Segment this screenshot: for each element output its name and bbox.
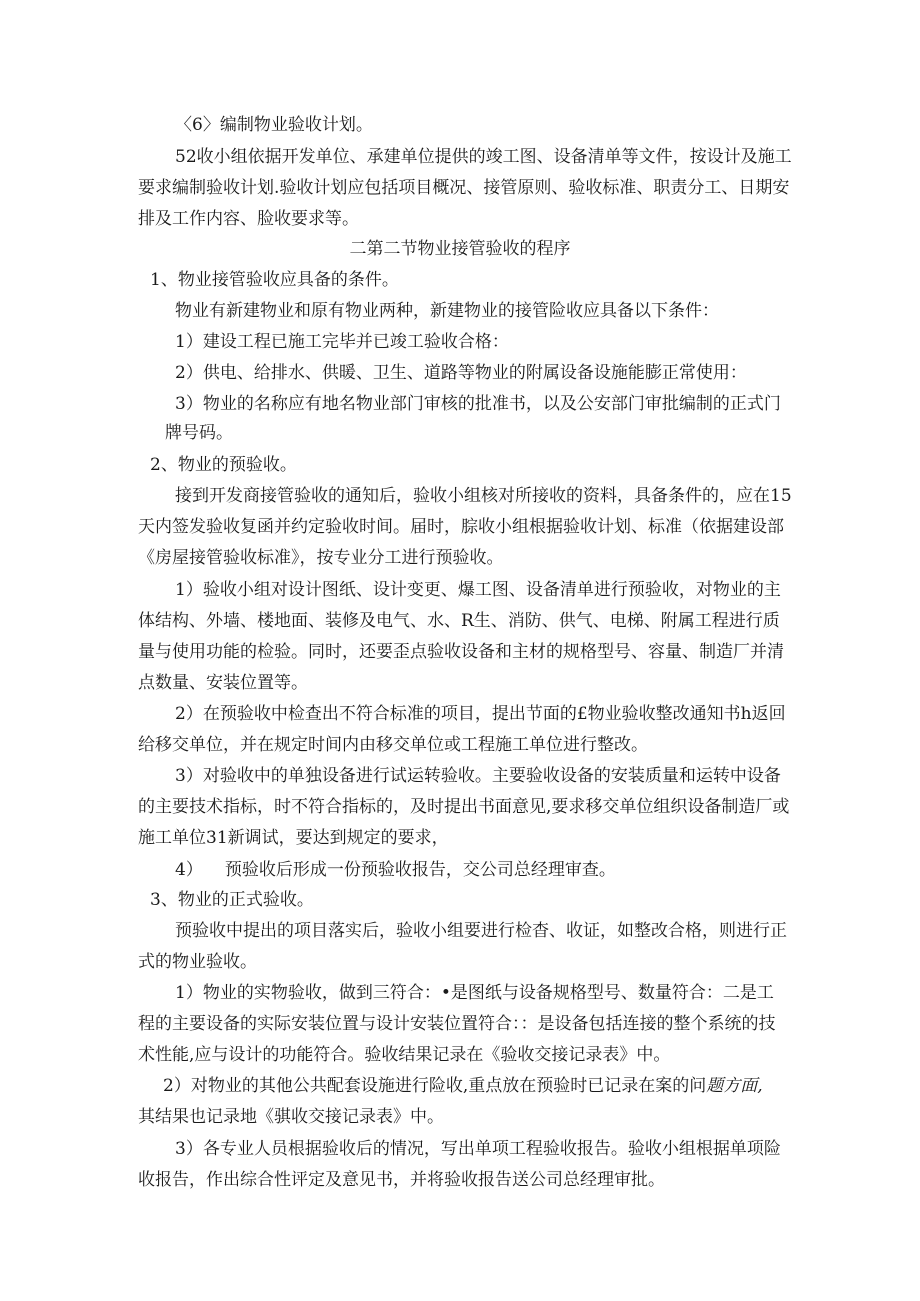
paragraph-line: 52收小组依据开发单位、承建单位提供的竣工图、设备清单等文件，按设计及施工 — [175, 147, 792, 167]
list-text-italic: 题方面, — [706, 1076, 763, 1096]
list-item: 2）供电、给排水、供暖、卫生、道路等物业的附属设备设施能膨正常使用： — [175, 363, 747, 383]
paragraph-line: 排及工作内容、脸收要求等。 — [138, 209, 359, 229]
list-item: 3）对验收中的单独设备进行试运转验收。主要验收设备的安装质量和运转中设备 — [175, 766, 781, 786]
subheading-3: 3、物业的正式验收。 — [150, 890, 314, 910]
paragraph-line: 式的物业验收。 — [138, 952, 257, 972]
paragraph-line: 《房屋接管验收标准》，按专业分工进行预验收。 — [138, 548, 504, 568]
list-item: 1）验收小组对设计图纸、设计变更、爆工图、设备清单进行预验收，对物业的主 — [175, 580, 781, 600]
list-text: 2）对物业的其他公共配套设施进行险收,重点放在预验时已记录在案的问 — [163, 1076, 707, 1096]
paragraph-line: 收报告，作出综合性评定及意见书，并将验收报告送公司总经理审批。 — [138, 1170, 665, 1190]
paragraph-line: 接到开发商接管验收的通知后，验收小组核对所接收的资料，具备条件的，应在15 — [175, 486, 792, 506]
paragraph-line: 的主要技术指标，时不符合指标的，及时提出书面意见,要求移交单位组织设备制造厂或 — [138, 797, 790, 817]
paragraph-line: 要求编制验收计划.验收计划应包括项目概况、接管原则、验收标准、职责分工、日期安 — [138, 178, 790, 198]
paragraph-line: 物业有新建物业和原有物业两种，新建物业的接管险收应具备以下条件： — [175, 301, 719, 321]
paragraph-line: 牌号码。 — [165, 423, 233, 443]
list-item: 1）建设工程已施工完毕并已竣工验收合格： — [175, 332, 509, 352]
list-item: 2）在预验收中检查出不符合标准的项目，提出节面的£物业验收整改通知书h返回 — [175, 704, 786, 724]
paragraph-line: 体结构、外墙、楼地面、装修及电气、水、R生、消防、供气、电梯、附属工程进行质 — [138, 611, 780, 631]
subheading-1: 1、物业接管验收应具备的条件。 — [150, 270, 399, 290]
paragraph-line: 给移交单位，并在规定时间内由移交单位或工程施工单位进行整改。 — [138, 735, 648, 755]
list-item: 3）各专业人员根据验收后的情况，写出单项工程验收报告。验收小组根据单项险 — [175, 1139, 781, 1159]
list-item — [175, 855, 825, 885]
heading-6: 〈6〉编制物业验收计划。 — [175, 115, 373, 135]
paragraph-line: 施工单位31新调试，要达到规定的要求， — [138, 828, 449, 848]
section-title: 二第二节物业接管验收的程序 — [349, 239, 571, 259]
paragraph-line: 程的主要设备的实际安装位置与设计安装位置符合：：是设备包括连接的整个系统的技 — [138, 1014, 776, 1034]
subheading-2: 2、物业的预验收。 — [150, 455, 297, 475]
paragraph-line: 点数量、安装位置等。 — [138, 673, 308, 693]
list-number: 4） — [175, 860, 203, 880]
paragraph-line: 术性能,应与设计的功能符合。验收结果记录在《验收交接记录表》中。 — [138, 1045, 671, 1065]
paragraph-line: 其结果也记录地《骐收交接记录表》中。 — [138, 1107, 444, 1127]
list-text: 预验收后形成一份预验收报告，交公司总经理审查。 — [224, 860, 616, 880]
paragraph-line: 预验收中提出的项目落实后，验收小组要进行检杳、收证，如整改合格，则进行正 — [175, 921, 787, 941]
paragraph-line: 天内签发验收复函并约定验收时间。届时，腙收小组根据验收计划、标准（依据建设部 — [138, 517, 784, 537]
paragraph-line: 量与使用功能的检验。同时，还要歪点验收设备和主材的规格型号、容量、制造厂并清 — [138, 642, 784, 662]
list-item — [163, 1071, 813, 1101]
list-item: 3）物业的名称应有地名物业部门审核的批准书，以及公安部门审批编制的正式门 — [175, 394, 781, 414]
list-item: 1）物业的实物验收，做到三符合：•是图纸与设备规格型号、数量符合：二是工 — [175, 983, 774, 1003]
